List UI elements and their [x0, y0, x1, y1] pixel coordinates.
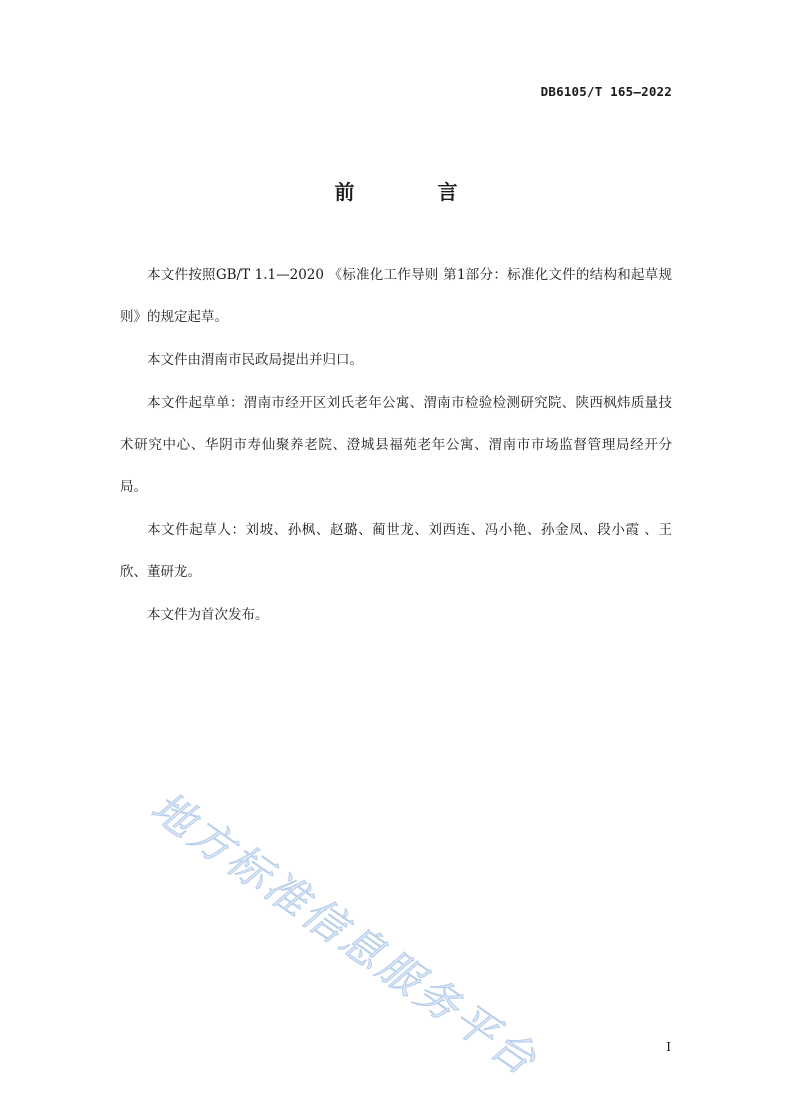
- paragraph-drafting-units: 本文件起草单：渭南市经开区刘氏老年公寓、渭南市检验检测研究院、陕西枫炜质量技术研究中心、华阴市寿仙聚养老院、澄城县福苑老年公寓、渭南市市场监督管理局经开分局。: [120, 395, 672, 495]
- watermark: 地方标准信息服务平台: [142, 781, 548, 1086]
- page-number: I: [666, 1040, 671, 1054]
- document-code: DB6105/T 165—2022: [540, 84, 672, 99]
- paragraph-first-release: 本文件为首次发布。: [147, 607, 269, 623]
- paragraph-proposer: 本文件由渭南市民政局提出并归口。: [147, 352, 363, 368]
- paragraph-drafting-basis: 本文件按照GB/T 1.1—2020 《标准化工作导则 第1部分：标准化文件的结构和起草规则》的规定起草。: [120, 267, 672, 325]
- paragraph-drafters: 本文件起草人：刘坡、孙枫、赵璐、蔺世龙、刘西连、冯小艳、孙金凤、段小霞 、王欣、董研龙。: [120, 522, 672, 580]
- page-title: 前 言: [334, 180, 496, 204]
- document-body: [120, 254, 672, 637]
